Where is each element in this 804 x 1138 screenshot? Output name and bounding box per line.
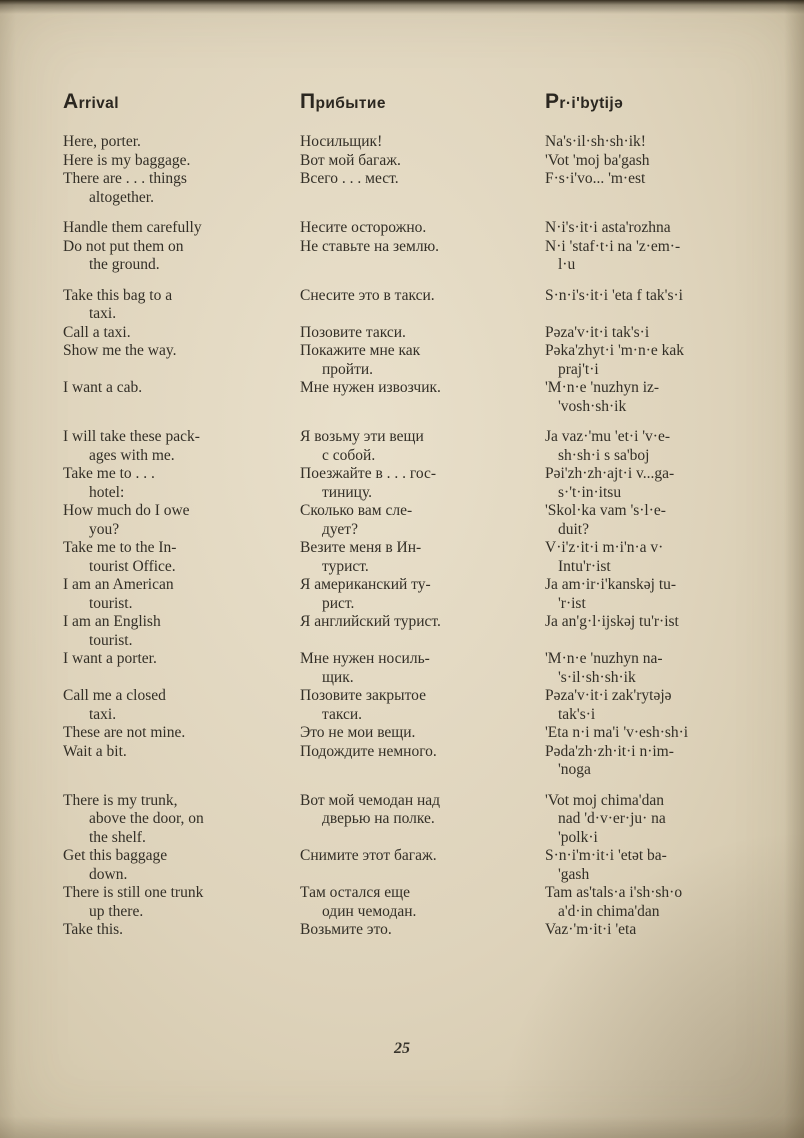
text-line: altogether. [89, 188, 154, 206]
text-line: 'polk·i [558, 828, 598, 846]
text-line: There is my trunk, [63, 791, 178, 809]
text-line: Я возьму эти вещи [300, 428, 424, 445]
text-line: Take this bag to a [63, 286, 173, 304]
phrase-row [63, 847, 776, 884]
text-line: up there. [89, 902, 144, 920]
phrase-english [63, 792, 253, 848]
phrase-row [63, 539, 776, 576]
phrase-row [63, 379, 776, 416]
phrase-row [63, 743, 776, 780]
phrase-english [63, 379, 253, 416]
text-line: Возьмите это. [300, 921, 392, 938]
phrase-russian [300, 324, 498, 343]
text-line: I am an American [63, 576, 174, 593]
text-line: Do not put them on [63, 237, 184, 255]
text-line: Мне нужен извозчик. [300, 379, 441, 396]
phrase-english [63, 884, 253, 921]
phrase-phonetic [545, 170, 776, 207]
phrase-english [63, 921, 253, 940]
text-line: taxi. [89, 305, 117, 322]
phrase-english [63, 238, 253, 275]
text-line: down. [89, 865, 128, 883]
text-line: tak's·i [558, 705, 596, 723]
text-line: hotel: [89, 483, 125, 501]
phrase-row [63, 219, 776, 238]
text-line: Я американский ту- [300, 576, 431, 593]
phrase-row [63, 687, 776, 724]
text-line: 'noga [558, 761, 591, 778]
text-line: Show me the way. [63, 342, 177, 359]
phrase-english [63, 465, 253, 502]
text-line: Tam as'tals·a i'sh·sh·o [545, 884, 683, 901]
text-line: S·n·i'm·it·i 'etət ba- [545, 847, 667, 864]
phrase-english [63, 152, 253, 171]
text-line: tourist Office. [89, 557, 176, 575]
phrase-russian [300, 743, 498, 780]
phrase-phonetic [545, 287, 776, 324]
text-line: Take me to . . . [63, 465, 155, 482]
phrase-row [63, 650, 776, 687]
text-line: Сколько вам сле- [300, 502, 413, 519]
phrase-english [63, 502, 253, 539]
phrase-row [63, 613, 776, 650]
phrase-english [63, 576, 253, 613]
phrase-phonetic [545, 687, 776, 724]
phrase-russian [300, 170, 498, 207]
phrase-phonetic [545, 539, 776, 576]
text-line: турист. [322, 557, 369, 575]
phrase-russian [300, 219, 498, 238]
text-line: Here is my baggage. [63, 151, 191, 169]
phrase-english [63, 219, 253, 238]
text-line: Handle them carefully [63, 219, 202, 236]
phrase-phonetic [545, 650, 776, 687]
phrase-russian [300, 287, 498, 324]
phrase-russian [300, 847, 498, 884]
phrase-row [63, 724, 776, 743]
russian-column-header: Прибытие [300, 90, 386, 113]
phrase-row [63, 342, 776, 379]
text-line: Get this baggage [63, 847, 168, 864]
text-line: Не ставьте на землю. [300, 237, 440, 255]
phrase-phonetic [545, 921, 776, 940]
text-line: the shelf. [89, 828, 146, 846]
phrase-russian [300, 238, 498, 275]
phrase-english [63, 847, 253, 884]
text-line: рист. [322, 594, 355, 612]
text-line: 'r·ist [558, 594, 586, 612]
phrase-russian [300, 428, 498, 465]
phrase-russian [300, 133, 498, 152]
phrase-row [63, 502, 776, 539]
text-line: 's·il·sh·sh·ik [558, 668, 636, 686]
phrase-phonetic [545, 743, 776, 780]
text-line: F·s·i'vo... 'm·est [545, 170, 646, 187]
text-line: Ja vaz·'mu 'et·i 'v·e- [545, 428, 670, 445]
phrase-russian [300, 379, 498, 416]
text-line: Всего . . . мест. [300, 170, 399, 187]
text-line: I want a cab. [63, 379, 143, 396]
text-line: Вот мой чемодан над [300, 791, 441, 809]
text-line: Call a taxi. [63, 323, 131, 341]
text-line: Там остался еще [300, 884, 410, 901]
text-line: Intu'r·ist [558, 557, 611, 575]
phrase-russian [300, 921, 498, 940]
text-line: Я английский турист. [300, 613, 441, 630]
text-line: a'd·in chima'dan [558, 902, 660, 920]
text-line: above the door, on [89, 810, 204, 827]
text-line: Позовите закрытое [300, 687, 426, 704]
column-headers [63, 90, 776, 116]
text-line: duit? [558, 520, 589, 538]
text-line: There are . . . things [63, 170, 187, 187]
text-line: Снесите это в такси. [300, 286, 435, 304]
phrase-phonetic [545, 465, 776, 502]
text-line: How much do I owe [63, 502, 190, 519]
text-line: taxi. [89, 705, 117, 723]
text-line: Pəda'zh·zh·it·i n·im- [545, 742, 674, 760]
text-line: Покажите мне как [300, 342, 421, 359]
phrase-row [63, 792, 776, 848]
phrase-english [63, 724, 253, 743]
text-line: Pəi'zh·zh·ajt·i v...ga- [545, 465, 675, 482]
phrase-row [63, 428, 776, 465]
phrase-english [63, 613, 253, 650]
text-line: sh·sh·i s sa'boj [558, 446, 650, 464]
text-line: the ground. [89, 256, 160, 273]
phrase-phonetic [545, 884, 776, 921]
text-line: 'Eta n·i ma'i 'v·esh·sh·i [545, 724, 689, 741]
text-line: один чемодан. [322, 902, 417, 920]
phrase-russian [300, 342, 498, 379]
text-line: These are not mine. [63, 724, 186, 741]
text-line: praj't·i [558, 360, 599, 378]
phrase-russian [300, 613, 498, 650]
text-line: I want a porter. [63, 650, 157, 667]
phrase-phonetic [545, 379, 776, 416]
phrase-russian [300, 884, 498, 921]
phrase-russian [300, 724, 498, 743]
phrase-russian [300, 576, 498, 613]
phrase-russian [300, 465, 498, 502]
phrase-phonetic [545, 133, 776, 152]
phrase-row [63, 152, 776, 171]
phrase-russian [300, 687, 498, 724]
text-line: пройти. [322, 360, 374, 378]
phrase-english [63, 342, 253, 379]
text-line: 'vosh·sh·ik [558, 397, 627, 415]
english-column-header: Arrival [63, 90, 119, 113]
text-line: tourist. [89, 594, 133, 612]
phrase-english [63, 324, 253, 343]
phrase-phonetic [545, 613, 776, 650]
text-line: Take me to the In- [63, 539, 177, 556]
phrase-english [63, 287, 253, 324]
text-line: ages with me. [89, 446, 175, 464]
text-line: тиницу. [322, 483, 373, 501]
phrase-english [63, 687, 253, 724]
text-line: Несите осторожно. [300, 219, 427, 236]
phrase-phonetic [545, 576, 776, 613]
phrase-english [63, 428, 253, 465]
phrase-phonetic [545, 219, 776, 238]
text-line: tourist. [89, 631, 133, 649]
page-content [63, 90, 776, 940]
phrase-russian [300, 650, 498, 687]
text-line: N·i's·it·i asta'rozhna [545, 219, 671, 236]
text-line: Take this. [63, 921, 124, 938]
text-line: s·'t·in·itsu [558, 483, 622, 501]
text-line: 'Skol·ka vam 's·l·e- [545, 502, 666, 519]
text-line: такси. [322, 705, 363, 723]
text-line: S·n·i's·it·i 'eta f tak's·i [545, 286, 683, 304]
phrase-phonetic [545, 428, 776, 465]
text-line: 'gash [558, 865, 590, 883]
text-line: Поезжайте в . . . гос- [300, 465, 437, 482]
text-line: you? [89, 520, 120, 538]
phrase-english [63, 170, 253, 207]
page-number: 25 [394, 1040, 410, 1057]
text-line: l·u [558, 256, 576, 273]
phrase-russian [300, 539, 498, 576]
text-line: N·i 'staf·t·i na 'z·em·- [545, 237, 681, 255]
phrase-row [63, 133, 776, 152]
text-line: Вот мой багаж. [300, 151, 401, 169]
text-line: Call me a closed [63, 687, 166, 704]
phrase-phonetic [545, 792, 776, 848]
text-line: 'Vot moj chima'dan [545, 791, 664, 809]
text-line: Позовите такси. [300, 323, 406, 341]
text-line: Подождите немного. [300, 742, 437, 760]
phrase-row [63, 324, 776, 343]
text-line: I will take these pack- [63, 428, 200, 445]
phrase-english [63, 650, 253, 687]
text-line: дверью на полке. [322, 810, 435, 827]
text-line: There is still one trunk [63, 884, 204, 901]
phrase-phonetic [545, 238, 776, 275]
text-line: Pəza'v·it·i zak'rytəjə [545, 687, 672, 704]
phrase-russian [300, 792, 498, 848]
phrase-row [63, 884, 776, 921]
text-line: Это не мои вещи. [300, 724, 416, 741]
text-line: Ja an'g·l·ijskəj tu'r·ist [545, 613, 679, 630]
text-line: Носильщик! [300, 133, 383, 150]
text-line: Pəka'zhyt·i 'm·n·e kak [545, 342, 685, 359]
text-line: Снимите этот багаж. [300, 847, 437, 864]
phrase-row [63, 238, 776, 275]
text-line: Wait a bit. [63, 742, 127, 760]
phrase-english [63, 539, 253, 576]
text-line: V·i'z·it·i m·i'n·a v· [545, 539, 664, 556]
text-line: nad 'd·v·er·ju· na [558, 810, 666, 827]
phrase-row [63, 921, 776, 940]
phrase-row [63, 576, 776, 613]
phrase-row [63, 287, 776, 324]
phrase-phonetic [545, 502, 776, 539]
phrase-english [63, 743, 253, 780]
text-line: Везите меня в Ин- [300, 539, 422, 556]
phrase-russian [300, 502, 498, 539]
phrase-row [63, 465, 776, 502]
phonetic-column-header: Pr·i'bytijə [545, 90, 624, 113]
text-line: Pəza'v·it·i tak's·i [545, 323, 650, 341]
text-line: I am an English [63, 613, 161, 630]
text-line: 'M·n·e 'nuzhyn iz- [545, 379, 660, 396]
phrase-phonetic [545, 342, 776, 379]
phrase-english [63, 133, 253, 152]
text-line: 'Vot 'moj ba'gash [545, 151, 650, 169]
text-line: щик. [322, 668, 354, 686]
text-line: Мне нужен носиль- [300, 650, 430, 667]
text-line: дует? [322, 520, 358, 538]
text-line: Ja am·ir·i'kanskəj tu- [545, 576, 677, 593]
phrase-phonetic [545, 152, 776, 171]
text-line: с собой. [322, 446, 376, 464]
text-line: Na's·il·sh·sh·ik! [545, 133, 646, 150]
text-line: 'M·n·e 'nuzhyn na- [545, 650, 663, 667]
phrase-phonetic [545, 324, 776, 343]
phrase-row [63, 170, 776, 207]
text-line: Vaz·'m·it·i 'eta [545, 921, 637, 938]
phrase-russian [300, 152, 498, 171]
text-line: Here, porter. [63, 133, 141, 150]
phrase-phonetic [545, 847, 776, 884]
phrase-table [63, 133, 776, 940]
phrase-phonetic [545, 724, 776, 743]
